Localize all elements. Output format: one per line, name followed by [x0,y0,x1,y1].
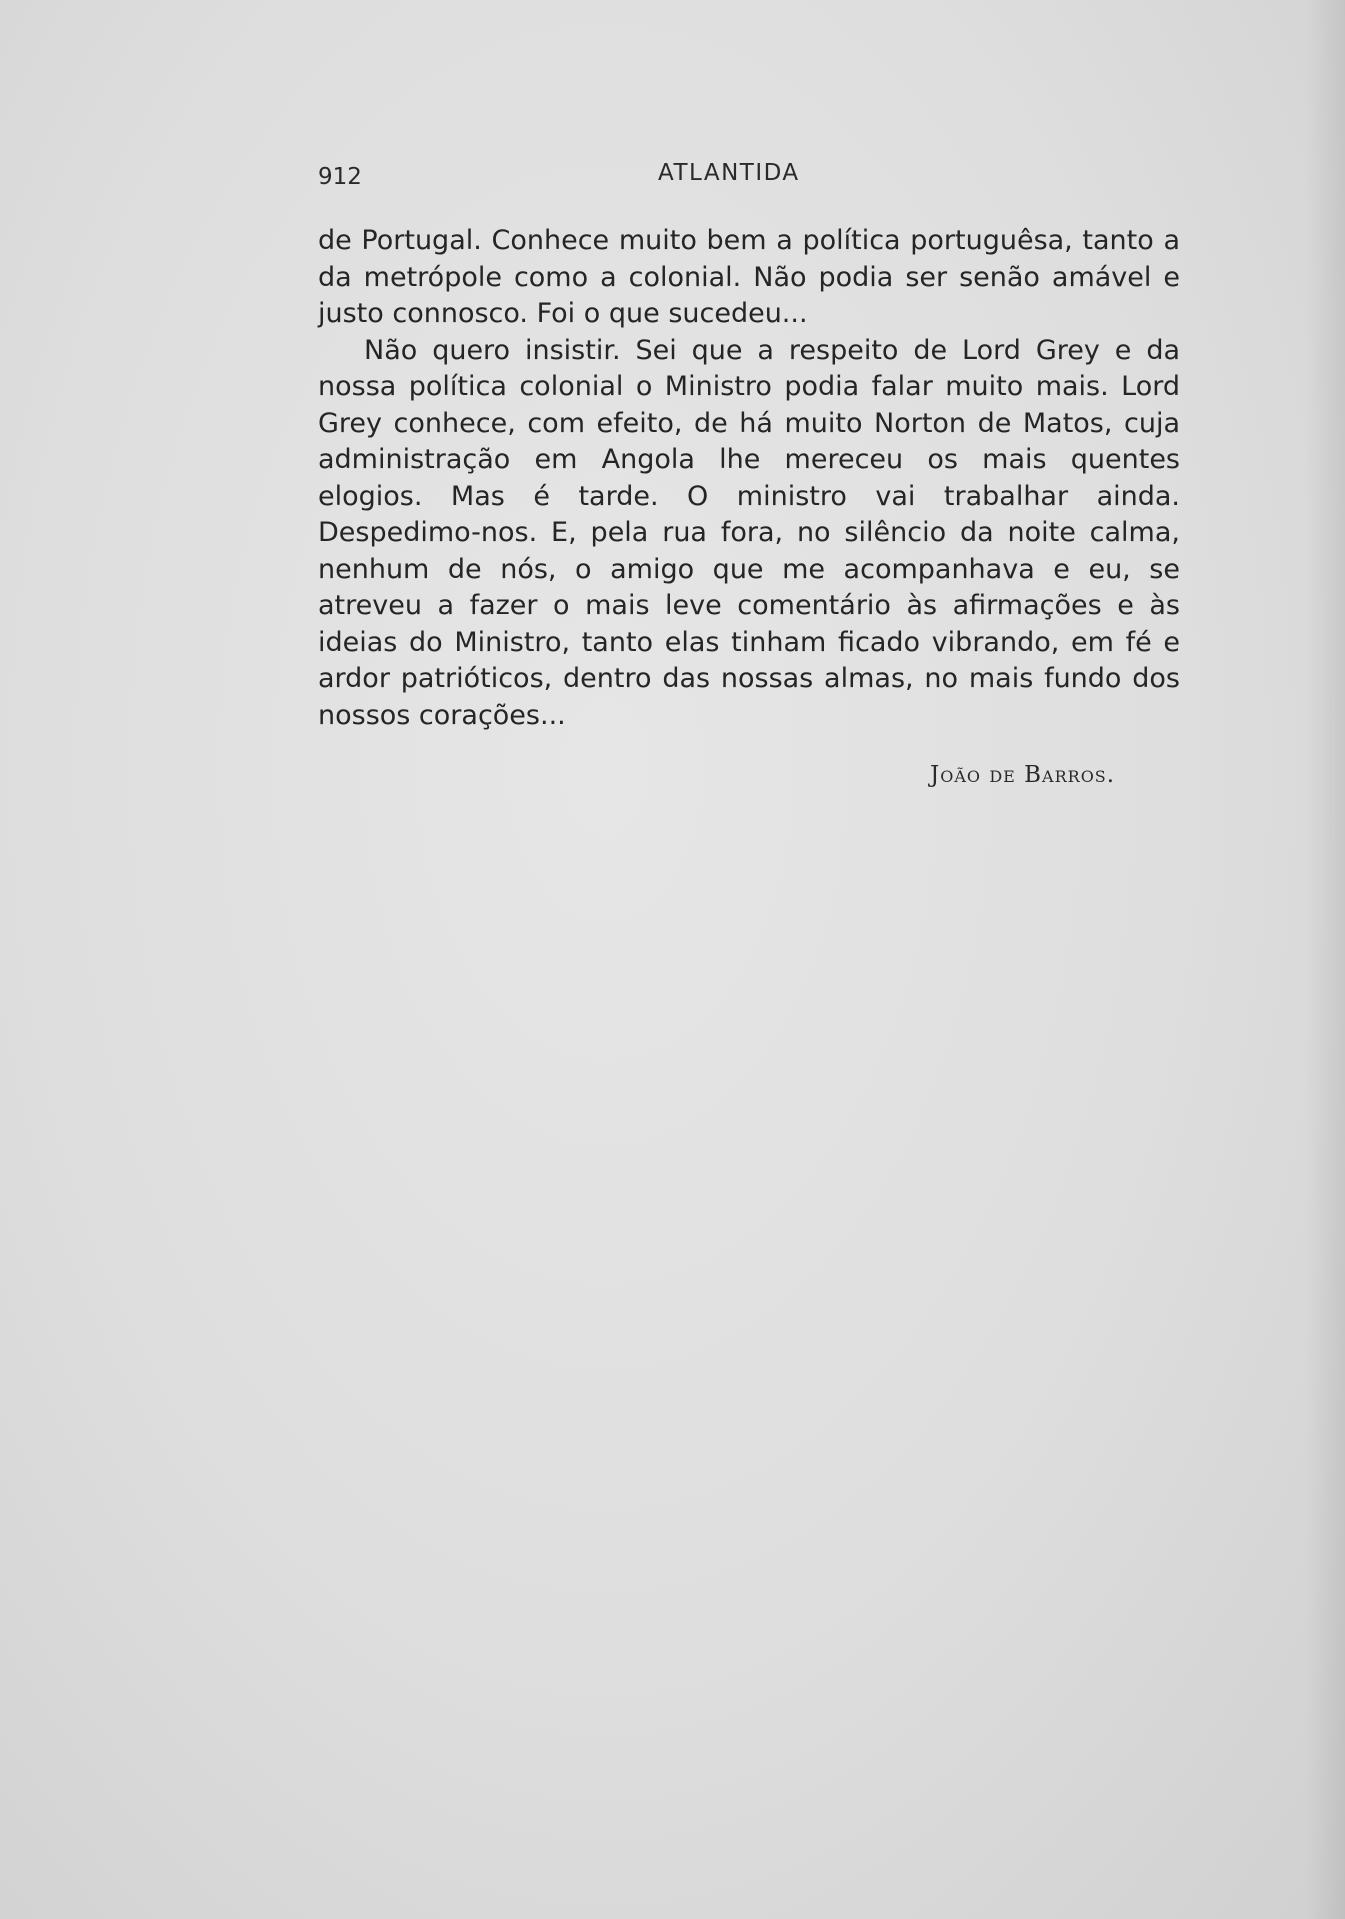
paragraph-continuation: de Portugal. Conhece muito bem a política portuguêsa, tanto a da metrópole como a colonial. Não podia ser senão amável e justo connosco. Foi o que sucedeu... [318,225,1180,329]
article-body [318,223,1180,734]
paragraph: Não quero insistir. Sei que a respeito de Lord Grey e da nossa política colonial o Ministro podia falar muito mais. Lord Grey conhece, com efeito, de há muito Norton de Matos, cuja administração em Angola lhe mereceu os mais quentes elogios. Mas é tarde. O ministro vai trabalhar ainda. Despedimo-nos. E, pela rua fora, no silêncio da noite calma, nenhum de nós, o amigo que me acompanhava e eu, se atreveu a fazer o mais leve comentário às afirmações e às ideias do Ministro, tanto elas tinham ficado vibrando, em fé e ardor patrióticos, dentro das nossas almas, no mais fundo dos nossos corações... [318,334,1180,731]
page-number: 912 [318,164,362,190]
page-edge-shadow [1305,0,1345,1919]
journal-title: ATLANTIDA [658,160,800,186]
author-signature: João de Barros. [930,762,1116,788]
running-head [318,160,812,200]
